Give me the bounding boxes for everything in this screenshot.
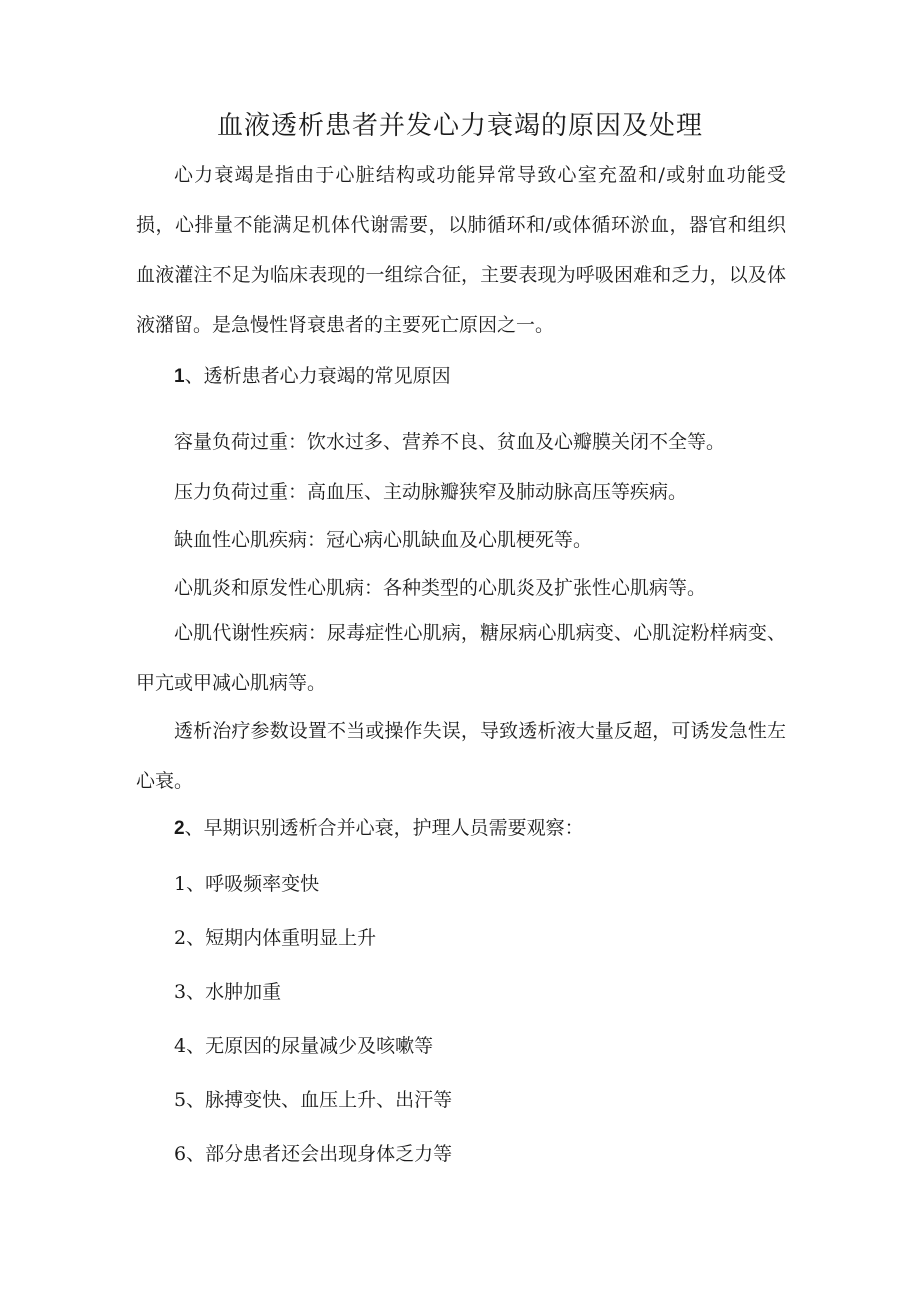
- observation-item: 4、无原因的尿量减少及咳嗽等: [174, 1035, 434, 1057]
- observation-item: 3、水肿加重: [174, 981, 282, 1003]
- intro-paragraph: 心力衰竭是指由于心脏结构或功能异常导致心室充盈和/或射血功能受损，心排量不能满足机体代谢需要，以肺循环和/或体循环淤血，器官和组织血液灌注不足为临床表现的一组综合征，主要表现为呼吸困难和乏力，以及体液潴留。是急慢性肾衰患者的主要死亡原因之一。: [136, 164, 786, 336]
- section2-heading-text: 、早期识别透析合并心衰，护理人员需要观察：: [184, 817, 584, 839]
- observation-item: 6、部分患者还会出现身体乏力等: [174, 1143, 453, 1165]
- cause-item-paragraph: 心肌代谢性疾病：尿毒症性心肌病，糖尿病心肌病变、心肌淀粉样病变、甲亢或甲减心肌病等。: [136, 622, 786, 694]
- observation-item: 5、脉搏变快、血压上升、出汗等: [174, 1089, 453, 1111]
- cause-item: 压力负荷过重：高血压、主动脉瓣狭窄及肺动脉高压等疾病。: [174, 481, 688, 503]
- section1-heading: [174, 362, 794, 391]
- section1-number: 1: [174, 366, 185, 387]
- document-title: 血液透析患者并发心力衰竭的原因及处理: [216, 111, 703, 141]
- cause-item: 心肌炎和原发性心肌病：各种类型的心肌炎及扩张性心肌病等。: [174, 577, 707, 599]
- observation-item: 1、呼吸频率变快: [174, 873, 320, 895]
- observation-item: 2、短期内体重明显上升: [174, 927, 377, 949]
- section1-heading-text: 、透析患者心力衰竭的常见原因: [184, 365, 451, 387]
- section2-number: 2: [174, 818, 185, 839]
- cause-item: 容量负荷过重：饮水过多、营养不良、贫血及心瓣膜关闭不全等。: [174, 431, 726, 453]
- section2-heading: [174, 814, 794, 843]
- cause-item-paragraph: 透析治疗参数设置不当或操作失误，导致透析液大量反超，可诱发急性左心衰。: [136, 720, 786, 792]
- cause-item: 缺血性心肌疾病：冠心病心肌缺血及心肌梗死等。: [174, 529, 593, 551]
